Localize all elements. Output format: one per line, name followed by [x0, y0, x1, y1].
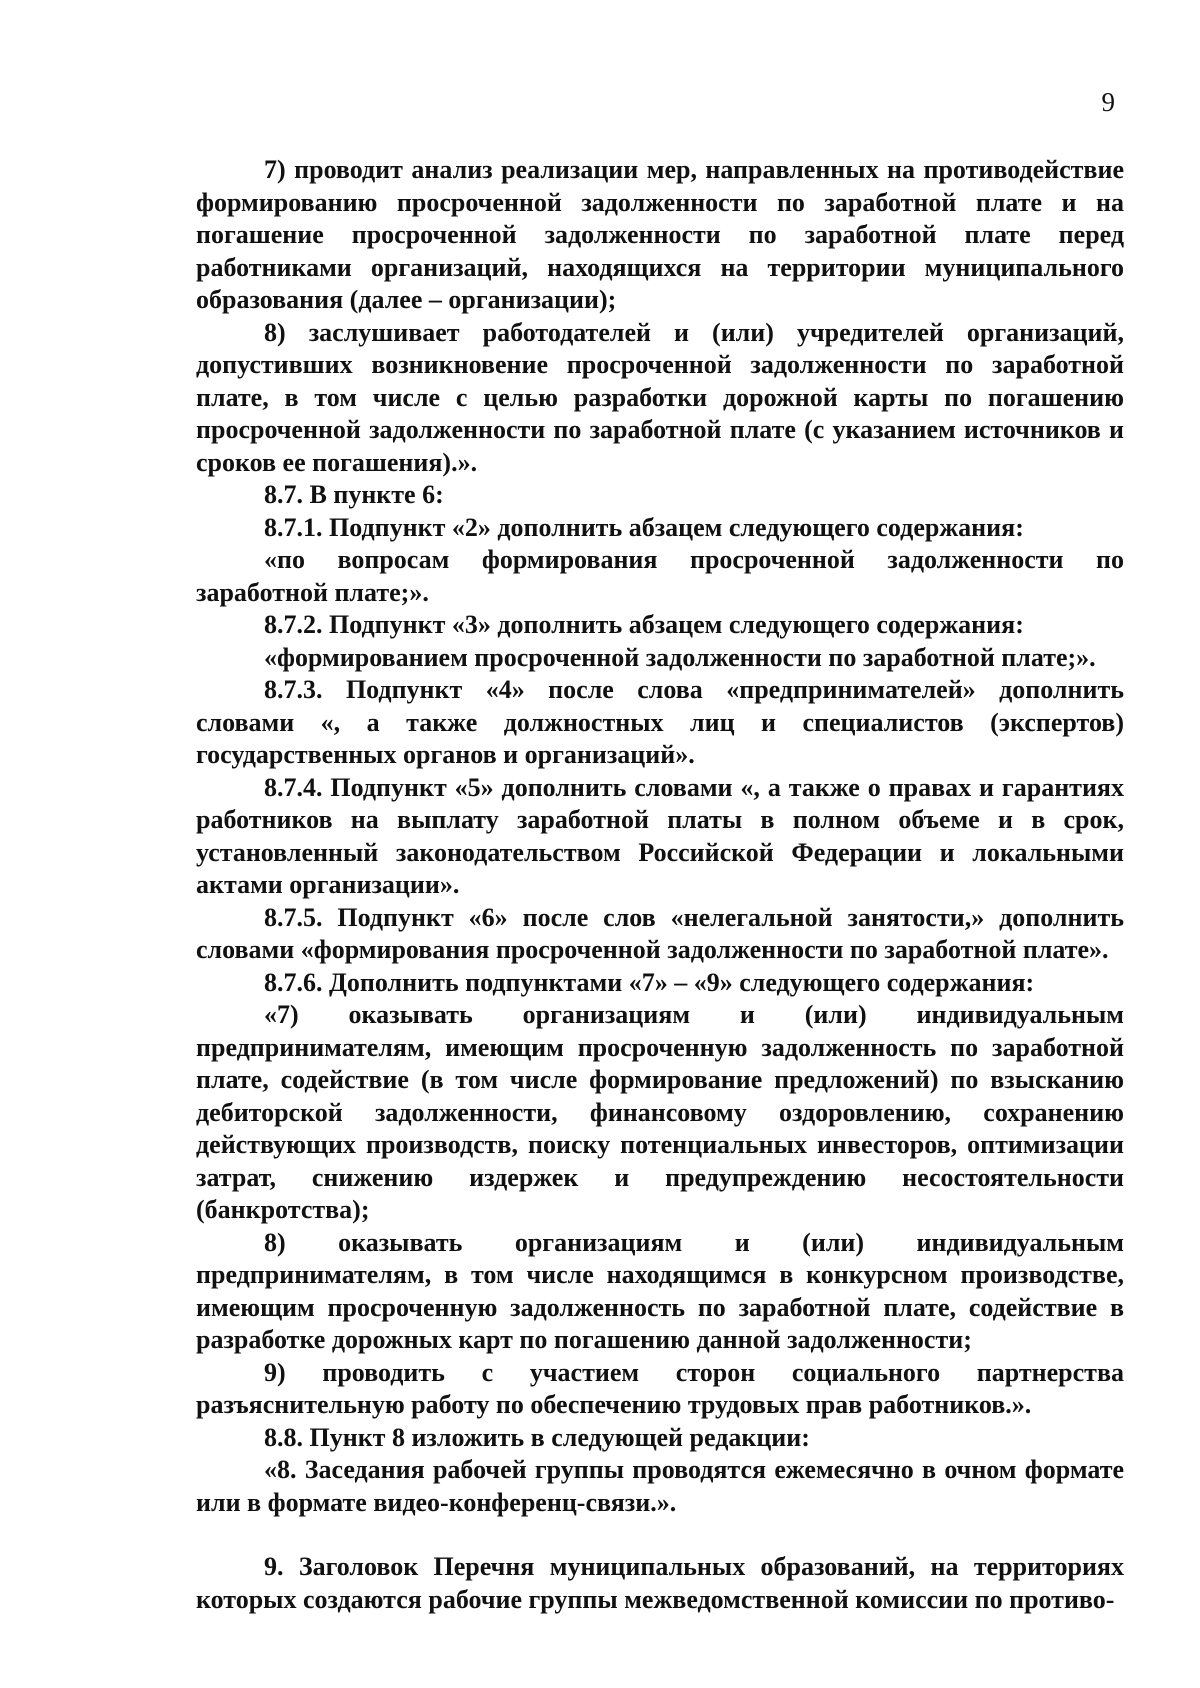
- paragraph-8-7-5: 8.7.5. Подпункт «6» после слов «нелегальной занятости,» дополнить словами «формирования просроченной задолженности по заработной плате».: [196, 902, 1124, 964]
- paragraph-8-7-3: 8.7.3. Подпункт «4» после слова «предпринимателей» дополнить словами «, а также должностных лиц и специалистов (экспертов) государственных органов и организаций».: [196, 675, 1124, 769]
- paragraph-8-7-4: 8.7.4. Подпункт «5» дополнить словами «, а также о правах и гарантиях работников на выплату заработной платы в полном объеме и в срок, установленный законодательством Российской Федерации и локальными актами организации».: [196, 772, 1124, 899]
- paragraph-new-item-9: 9) проводить с участием сторон социального партнерства разъяснительную работу по обеспечению трудовых прав работников.».: [196, 1357, 1124, 1419]
- paragraph-8-7-1-text: «по вопросам формирования просроченной задолженности по заработной плате;».: [196, 545, 1124, 607]
- paragraph-8-7-6: 8.7.6. Дополнить подпунктами «7» – «9» следующего содержания:: [264, 967, 1035, 997]
- paragraph-8-7-1: 8.7.1. Подпункт «2» дополнить абзацем следующего содержания:: [264, 512, 1024, 542]
- paragraph-8-7-2-text: «формированием просроченной задолженности по заработной плате;».: [264, 642, 1096, 672]
- paragraph-spacer: [196, 1519, 1124, 1551]
- paragraph-8-8-text: «8. Заседания рабочей группы проводятся ежемесячно в очном формате или в формате видео-конференц-связи.».: [196, 1455, 1124, 1517]
- paragraph-item-8: 8) заслушивает работодателей и (или) учредителей организаций, допустивших возникновение просроченной задолженности по заработной плате, в том числе с целью разработки дорожной карты по погашению просроченной задолженности по заработной плате (с указанием источников и сроков ее погашения).».: [196, 317, 1124, 477]
- paragraph-8-8: 8.8. Пункт 8 изложить в следующей редакции:: [264, 1422, 810, 1452]
- paragraph-item-7: 7) проводит анализ реализации мер, направленных на противодействие формированию просроченной задолженности по заработной плате и на погашение просроченной задолженности по заработной плате перед работниками организаций, находящихся на территории муниципального образования (далее – организации);: [196, 155, 1124, 314]
- paragraph-8-7: 8.7. В пункте 6:: [264, 480, 444, 509]
- document-body: [196, 154, 1124, 1616]
- paragraph-new-item-7: «7) оказывать организациям и (или) индивидуальным предпринимателям, имеющим просроченную задолженность по заработной плате, содействие (в том числе формирование предложений) по взысканию дебиторской задолженности, финансовому оздоровлению, сохранению действующих производств, поиску потенциальных инвесторов, оптимизации затрат, снижению издержек и предупреждению несостоятельности (банкротства);: [196, 1000, 1124, 1224]
- paragraph-9: 9. Заголовок Перечня муниципальных образований, на территориях которых создаются рабочие группы межведомственной комиссии по противо-: [196, 1552, 1124, 1614]
- paragraph-8-7-2: 8.7.2. Подпункт «3» дополнить абзацем следующего содержания:: [264, 610, 1024, 639]
- paragraph-new-item-8: 8) оказывать организациям и (или) индивидуальным предпринимателям, в том числе находящимся в конкурсном производстве, имеющим просроченную задолженность по заработной плате, содействие в разработке дорожных карт по погашению данной задолженности;: [196, 1227, 1124, 1354]
- page-number: 9: [1101, 87, 1115, 117]
